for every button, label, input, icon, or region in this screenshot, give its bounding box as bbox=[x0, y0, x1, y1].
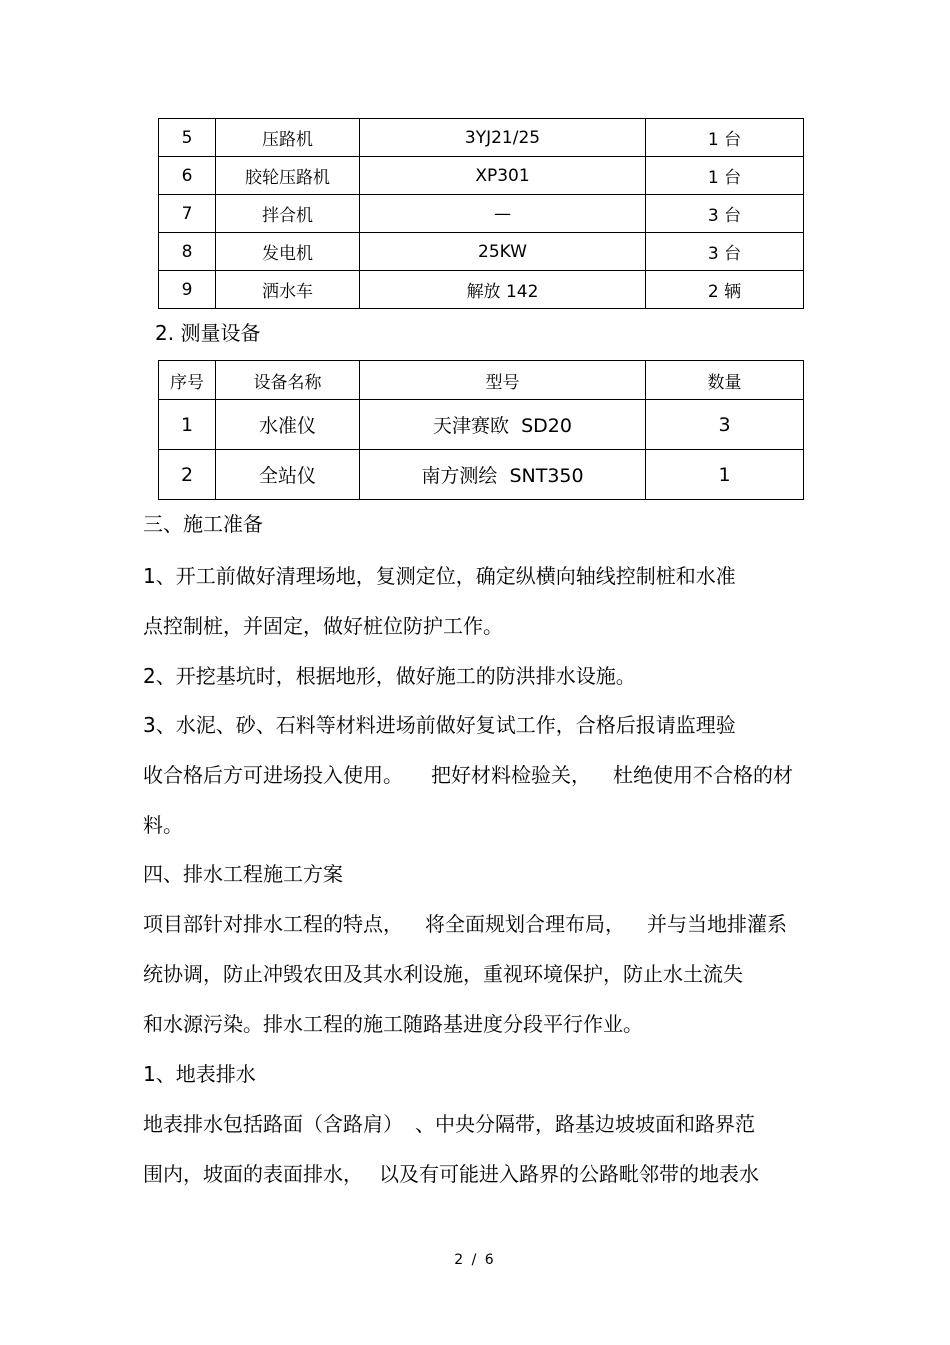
section-4-1-title: 1、地表排水 bbox=[143, 1062, 256, 1086]
text-segment: 项目部针对排水工程的特点， bbox=[143, 912, 403, 936]
cell-no: 6 bbox=[159, 157, 216, 195]
cell-name: 发电机 bbox=[216, 233, 360, 271]
text-segment: 并与当地排灌系 bbox=[647, 912, 787, 936]
cell-model: 南方测绘 SNT350 bbox=[360, 450, 646, 500]
text-segment: 收合格后方可进场投入使用。 bbox=[143, 763, 403, 787]
cell-qty: 3 台 bbox=[646, 233, 804, 271]
cell-model: 3YJ21/25 bbox=[360, 119, 646, 157]
survey-equipment-table bbox=[158, 360, 804, 500]
header-no: 序号 bbox=[159, 361, 216, 400]
page-number: 2 / 6 bbox=[454, 1252, 496, 1268]
table-row bbox=[159, 450, 804, 500]
cell-name: 压路机 bbox=[216, 119, 360, 157]
cell-model: XP301 bbox=[360, 157, 646, 195]
cell-qty: 3 bbox=[646, 400, 804, 450]
header-qty: 数量 bbox=[646, 361, 804, 400]
cell-qty: 2 辆 bbox=[646, 271, 804, 309]
text-segment: 围内，坡面的表面排水， bbox=[143, 1162, 363, 1186]
cell-name: 洒水车 bbox=[216, 271, 360, 309]
table-row bbox=[159, 119, 804, 157]
paragraph-line bbox=[143, 1112, 755, 1136]
cell-name: 水准仪 bbox=[216, 400, 360, 450]
text-segment: 将全面规划合理布局， bbox=[425, 912, 625, 936]
cell-model: — bbox=[360, 195, 646, 233]
cell-no: 5 bbox=[159, 119, 216, 157]
text-segment: 以及有可能进入路界的公路毗邻带的地表水 bbox=[379, 1162, 759, 1186]
paragraph-line: 1、开工前做好清理场地，复测定位，确定纵横向轴线控制桩和水准 bbox=[143, 564, 736, 588]
cell-name: 胶轮压路机 bbox=[216, 157, 360, 195]
equipment-table bbox=[158, 118, 804, 309]
paragraph-line bbox=[143, 763, 793, 787]
cell-qty: 1 台 bbox=[646, 119, 804, 157]
survey-heading: 2. 测量设备 bbox=[155, 321, 261, 345]
header-model: 型号 bbox=[360, 361, 646, 400]
header-name: 设备名称 bbox=[216, 361, 360, 400]
paragraph-line: 3、水泥、砂、石料等材料进场前做好复试工作，合格后报请监理验 bbox=[143, 713, 736, 737]
cell-no: 2 bbox=[159, 450, 216, 500]
cell-no: 9 bbox=[159, 271, 216, 309]
cell-no: 7 bbox=[159, 195, 216, 233]
cell-model: 解放 142 bbox=[360, 271, 646, 309]
paragraph-line bbox=[143, 1162, 759, 1186]
section-4-title: 四、排水工程施工方案 bbox=[143, 862, 343, 886]
table-header-row bbox=[159, 361, 804, 400]
cell-name: 拌合机 bbox=[216, 195, 360, 233]
paragraph-line: 和水源污染。排水工程的施工随路基进度分段平行作业。 bbox=[143, 1012, 643, 1036]
cell-model: 天津赛欧 SD20 bbox=[360, 400, 646, 450]
cell-qty: 1 bbox=[646, 450, 804, 500]
paragraph-line: 2、开挖基坑时，根据地形，做好施工的防洪排水设施。 bbox=[143, 664, 636, 688]
paragraph-line: 料。 bbox=[143, 813, 183, 837]
table-row bbox=[159, 271, 804, 309]
table-row bbox=[159, 233, 804, 271]
table-row bbox=[159, 195, 804, 233]
text-segment: 地表排水包括路面（含路肩） bbox=[143, 1112, 403, 1136]
cell-name: 全站仪 bbox=[216, 450, 360, 500]
text-segment: 杜绝使用不合格的材 bbox=[613, 763, 793, 787]
paragraph-line: 统协调，防止冲毁农田及其水利设施，重视环境保护，防止水土流失 bbox=[143, 962, 743, 986]
paragraph-line: 点控制桩，并固定，做好桩位防护工作。 bbox=[143, 614, 503, 638]
cell-qty: 3 台 bbox=[646, 195, 804, 233]
text-segment: 、中央分隔带，路基边坡坡面和路界范 bbox=[415, 1112, 755, 1136]
text-segment: 把好材料检验关， bbox=[431, 763, 591, 787]
table-row bbox=[159, 400, 804, 450]
cell-model: 25KW bbox=[360, 233, 646, 271]
section-3-title: 三、施工准备 bbox=[143, 512, 263, 536]
paragraph-line bbox=[143, 912, 787, 936]
cell-qty: 1 台 bbox=[646, 157, 804, 195]
cell-no: 1 bbox=[159, 400, 216, 450]
cell-no: 8 bbox=[159, 233, 216, 271]
table-row bbox=[159, 157, 804, 195]
